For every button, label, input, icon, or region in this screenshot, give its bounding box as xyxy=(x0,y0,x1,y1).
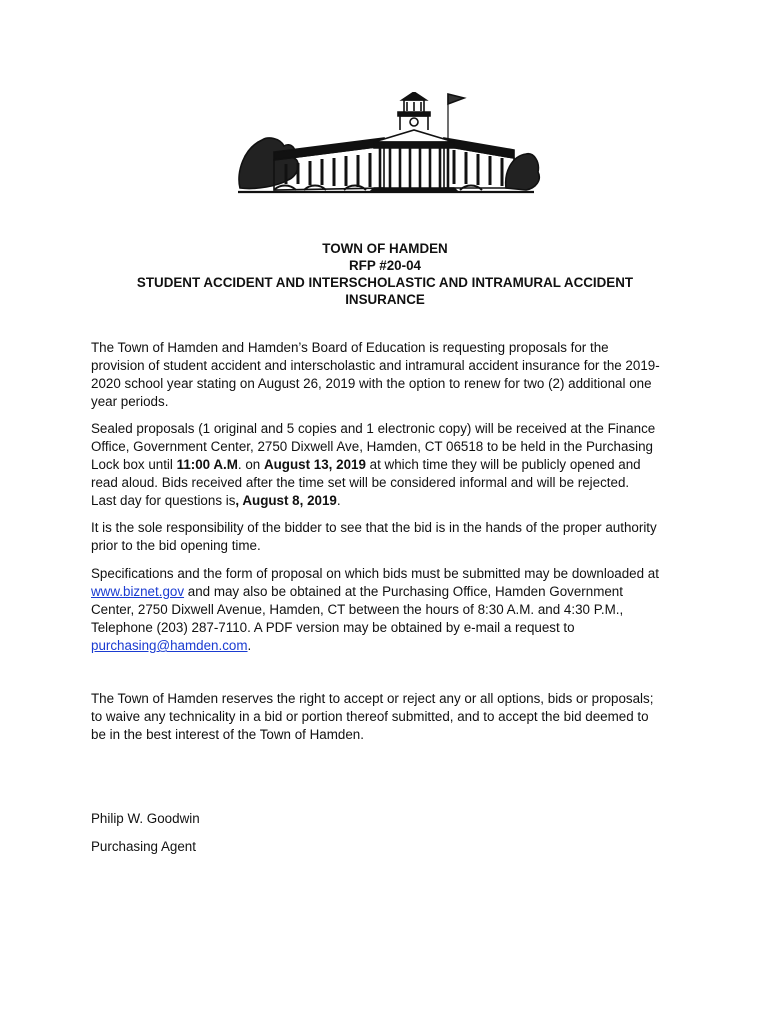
town-name-heading: TOWN OF HAMDEN xyxy=(322,241,448,256)
sealed-proposals-paragraph: Sealed proposals (1 original and 5 copies and 1 electronic copy) will be received at the Finance Office, Government Center, 2750 Dixwell Ave, Hamden, CT 06518 to be held in the Purchasing Lock box until 11:00 A.M. on August 13, 2019 at which time they will be publicly opened and read aloud. Bids received after the time set will be considered informal and will be rejected. Last day for questions is, August 8, 2019. xyxy=(91,421,656,508)
town-hall-illustration xyxy=(234,92,544,200)
opening-time: 11:00 A.M xyxy=(176,457,238,472)
rfp-title-line-2: INSURANCE xyxy=(345,292,425,307)
questions-deadline: , August 8, 2019 xyxy=(235,493,337,508)
specifications-paragraph: Specifications and the form of proposal on which bids must be submitted may be downloaded at www.biznet.gov and may also be obtained at the Purchasing Office, Hamden Government Center, 2750 Dixwell Avenue, Hamden, CT between the hours of 8:30 A.M. and 4:30 P.M., Telephone (203) 287-7110. A PDF version may be obtained by e-mail a request to purchasing@hamden.com. xyxy=(91,566,659,653)
intro-paragraph: The Town of Hamden and Hamden’s Board of Education is requesting proposals for the provision of student accident and interscholastic and intramural accident insurance for the 2019- 2020 school year stating on August 26, 2019 with the option to renew for two (2) additional one year periods. xyxy=(91,340,660,409)
rfp-number: RFP #20-04 xyxy=(349,258,421,273)
responsibility-paragraph: It is the sole responsibility of the bidder to see that the bid is in the hands of the proper authority prior to the bid opening time. xyxy=(91,520,657,553)
reservation-paragraph: The Town of Hamden reserves the right to accept or reject any or all options, bids or proposals; to waive any technicality in a bid or portion thereof submitted, and to accept the bid deemed to be in the best interest of the Town of Hamden. xyxy=(91,691,654,742)
purchasing-email-link[interactable]: purchasing@hamden.com xyxy=(91,638,248,653)
rfp-title-line-1: STUDENT ACCIDENT AND INTERSCHOLASTIC AND INTRAMURAL ACCIDENT xyxy=(136,275,634,290)
signatory-name: Philip W. Goodwin xyxy=(91,811,200,826)
biznet-link[interactable]: www.biznet.gov xyxy=(91,584,185,599)
opening-date: August 13, 2019 xyxy=(263,457,366,472)
signatory-title: Purchasing Agent xyxy=(91,839,196,854)
